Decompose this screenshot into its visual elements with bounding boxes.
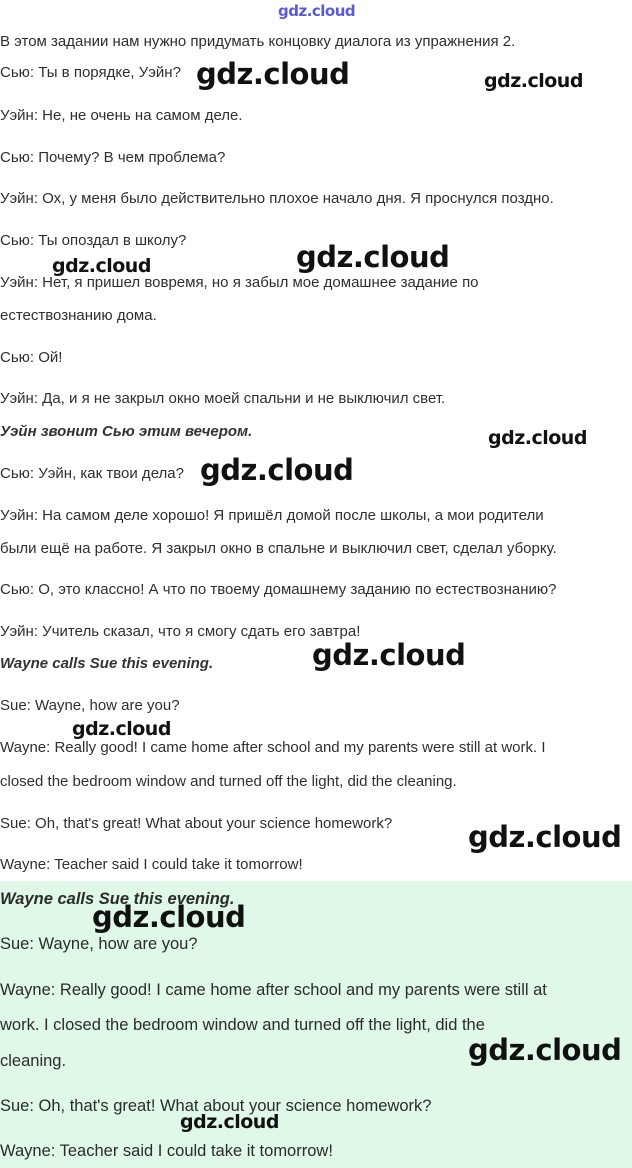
dialogue-line: Уэйн: Нет, я пришел вовремя, но я забыл мое домашнее задание по <box>0 274 479 291</box>
dialogue-line: Sue: Wayne, how are you? <box>0 697 180 714</box>
watermark: gdz.cloud <box>180 1111 279 1133</box>
dialogue-line: Уэйн: Ох, у меня было действительно плохое начало дня. Я проснулся поздно. <box>0 190 554 207</box>
intro-text: В этом задании нам нужно придумать концовку диалога из упражнения 2. <box>0 33 516 50</box>
dialogue-line: Sue: Oh, that's great! What about your science homework? <box>0 815 393 832</box>
dialogue-line: Сью: Ты в порядке, Уэйн? <box>0 64 181 81</box>
dialogue-line: Wayne: Really good! I came home after school and my parents were still at work. I <box>0 739 546 756</box>
watermark: gdz.cloud <box>52 255 151 277</box>
dialogue-line: Сью: О, это классно! А что по твоему домашнему заданию по естествознанию? <box>0 581 557 598</box>
watermark: gdz.cloud <box>296 240 450 274</box>
answer-line: work. I closed the bedroom window and turned off the light, did the <box>0 1016 485 1034</box>
answer-line: Sue: Wayne, how are you? <box>0 935 198 953</box>
dialogue-line: Уэйн: Не, не очень на самом деле. <box>0 107 243 124</box>
dialogue-line: Уэйн: На самом деле хорошо! Я пришёл домой после школы, а мои родители <box>0 507 544 524</box>
dialogue-line: Уэйн: Да, и я не закрыл окно моей спальни и не выключил свет. <box>0 390 446 407</box>
dialogue-line: Сью: Почему? В чем проблема? <box>0 149 226 166</box>
watermark: gdz.cloud <box>488 427 587 449</box>
answer-line: Wayne: Really good! I came home after school and my parents were still at <box>0 981 547 999</box>
watermark: gdz.cloud <box>468 1033 622 1067</box>
watermark: gdz.cloud <box>468 820 622 854</box>
dialogue-line: Сью: Уэйн, как твои дела? <box>0 465 184 482</box>
answer-line: Sue: Oh, that's great! What about your science homework? <box>0 1097 432 1115</box>
watermark: gdz.cloud <box>312 638 466 672</box>
dialogue-line: были ещё на работе. Я закрыл окно в спальне и выключил свет, сделал уборку. <box>0 540 557 557</box>
dialogue-line: естествознанию дома. <box>0 307 157 324</box>
header-watermark: gdz.cloud <box>278 2 356 20</box>
watermark: gdz.cloud <box>196 57 350 91</box>
dialogue-line: Сью: Ой! <box>0 349 63 366</box>
dialogue-line: closed the bedroom window and turned off the light, did the cleaning. <box>0 773 457 790</box>
answer-line: cleaning. <box>0 1052 67 1070</box>
answer-line: Wayne: Teacher said I could take it tomorrow! <box>0 1142 333 1160</box>
english-heading: Wayne calls Sue this evening. <box>0 655 214 672</box>
watermark: gdz.cloud <box>92 900 246 934</box>
watermark: gdz.cloud <box>200 453 354 487</box>
watermark: gdz.cloud <box>484 70 583 92</box>
russian-evening-heading: Уэйн звонит Сью этим вечером. <box>0 423 253 440</box>
watermark: gdz.cloud <box>72 718 171 740</box>
answer-heading: Wayne calls Sue this evening. <box>0 890 235 908</box>
dialogue-line: Сью: Ты опоздал в школу? <box>0 232 187 249</box>
dialogue-line: Wayne: Teacher said I could take it tomorrow! <box>0 856 303 873</box>
dialogue-line: Уэйн: Учитель сказал, что я смогу сдать его завтра! <box>0 623 361 640</box>
